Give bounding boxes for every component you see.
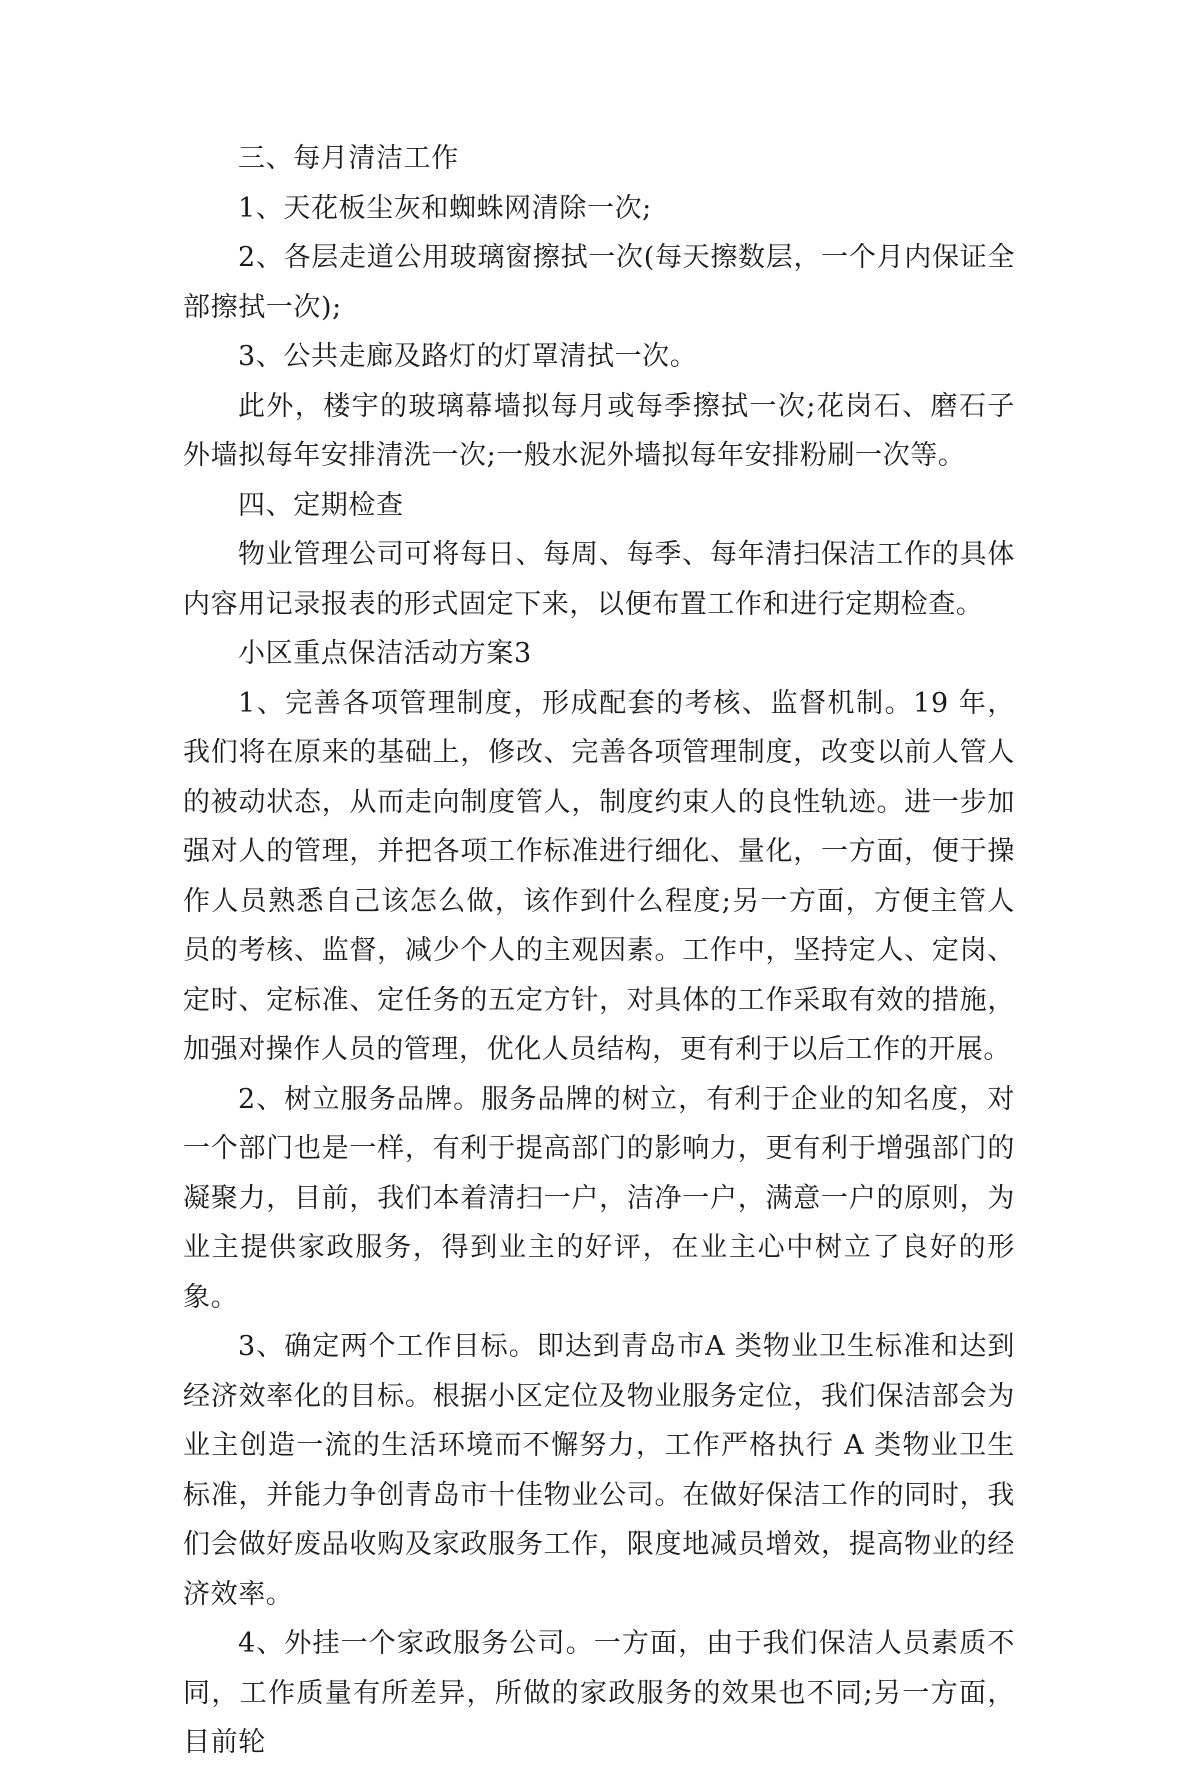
section-heading-plan-3: 小区重点保洁活动方案3 (238, 638, 532, 669)
list-item: 3、公共走廊及路灯的灯罩清拭一次。 (238, 341, 698, 372)
body-paragraph: 此外，楼宇的玻璃幕墙拟每月或每季擦拭一次;花岗石、磨石子外墙拟每年安排清洗一次;一般水泥外墙拟每年安排粉刷一次等。 (183, 390, 1015, 471)
section-heading-periodic-inspection: 四、定期检查 (238, 489, 404, 521)
list-item: 2、树立服务品牌。服务品牌的树立，有利于企业的知名度，对一个部门也是一样，有利于提高部门的影响力，更有利于增强部门的凝聚力，目前，我们本着清扫一户，洁净一户，满意一户的原则，为业主提供家政服务，得到业主的好评，在业主心中树立了良好的形象。 (183, 1083, 1015, 1313)
list-item: 3、确定两个工作目标。即达到青岛市A 类物业卫生标准和达到经济效率化的目标。根据小区定位及物业服务定位，我们保洁部会为业主创造一流的生活环境而不懈努力，工作严格执行 A 类物业卫生标准，并能力争创青岛市十佳物业公司。在做好保洁工作的同时，我们会做好废品收购及家政服务工作，限度地减员增效，提高物业的经济效率。 (183, 1331, 1015, 1610)
list-item: 1、天花板尘灰和蜘蛛网清除一次; (238, 192, 652, 224)
list-item: 1、完善各项管理制度，形成配套的考核、监督机制。19 年，我们将在原来的基础上，修改、完善各项管理制度，改变以前人管人的被动状态，从而走向制度管人，制度约束人的良性轨迹。进一步加强对人的管理，并把各项工作标准进行细化、量化，一方面，便于操作人员熟悉自己该怎么做，该作到什么程度;另一方面，方便主管人员的考核、监督，减少个人的主观因素。工作中，坚持定人、定岗、定时、定标准、定任务的五定方针，对具体的工作采取有效的措施，加强对操作人员的管理，优化人员结构，更有利于以后工作的开展。 (183, 687, 1015, 1065)
document-body (183, 134, 1015, 1768)
body-paragraph: 物业管理公司可将每日、每周、每季、每年清扫保洁工作的具体内容用记录报表的形式固定下来，以便布置工作和进行定期检查。 (183, 539, 1015, 620)
list-item: 4、外挂一个家政服务公司。一方面，由于我们保洁人员素质不同，工作质量有所差异，所做的家政服务的效果也不同;另一方面，目前轮 (183, 1628, 1015, 1758)
list-item: 2、各层走道公用玻璃窗擦拭一次(每天擦数层，一个月内保证全部擦拭一次); (183, 242, 1015, 323)
section-heading-monthly-cleaning: 三、每月清洁工作 (238, 143, 459, 174)
